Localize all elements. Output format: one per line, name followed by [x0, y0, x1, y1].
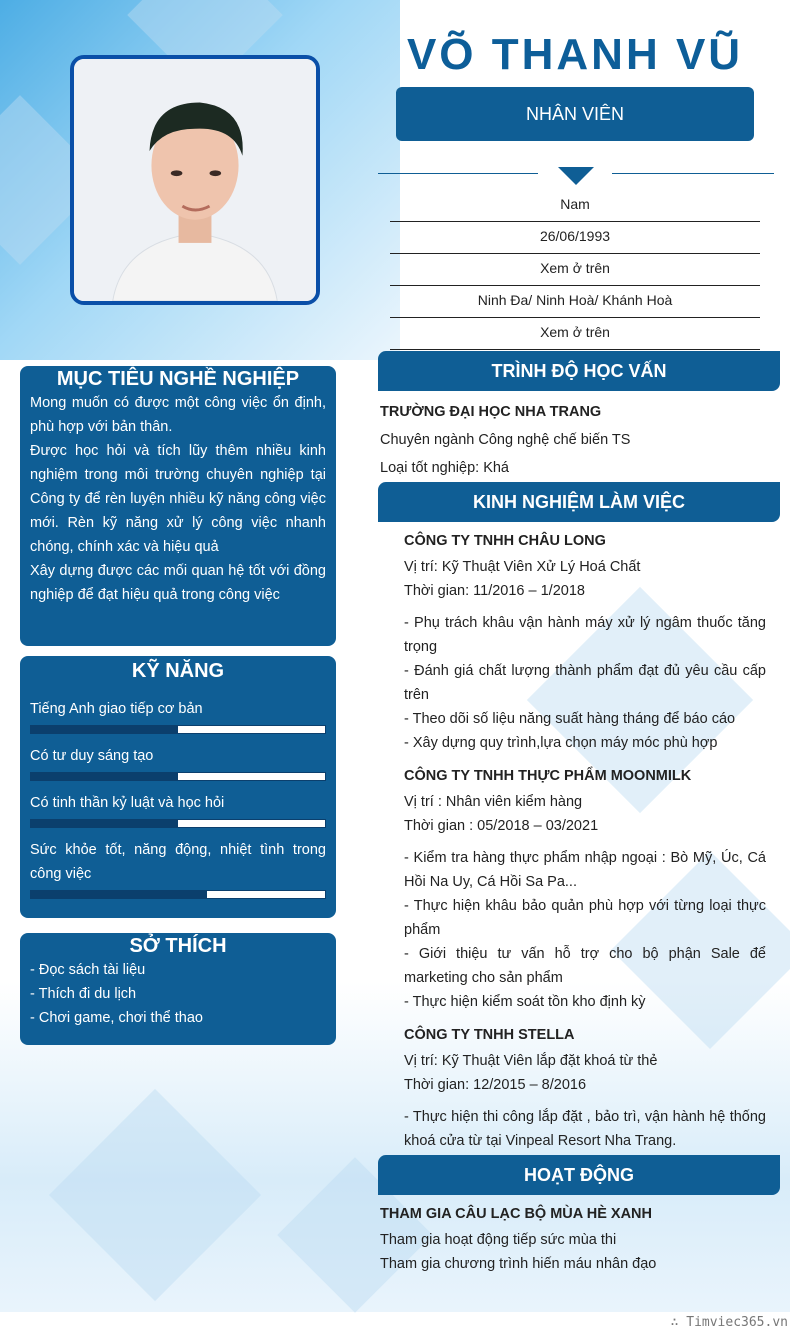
objective-paragraph: Xây dựng được các mối quan hệ tốt với đồng nghiệp để đạt hiệu quả trong công việc: [30, 563, 326, 603]
experience-job: [404, 527, 766, 755]
job-task: - Đánh giá chất lượng thành phẩm đạt đủ yêu cầu cấp trên: [404, 663, 766, 703]
education-major: Chuyên ngành Công nghệ chế biến TS: [380, 432, 631, 448]
skills-section: [20, 656, 336, 918]
skill-bar: [30, 725, 326, 734]
education-title: TRÌNH ĐỘ HỌC VẤN: [378, 351, 780, 391]
hobbies-section: [20, 933, 336, 1045]
job-task: - Phụ trách khâu vận hành máy xử lý ngâm thuốc tăng trọng: [404, 615, 766, 655]
job-position: Vị trí : Nhân viên kiểm hàng: [404, 794, 583, 810]
objective-paragraph: Được học hỏi và tích lũy thêm nhiều kinh nghiệm trong môi trường chuyên nghiệp tại Công ty để rèn luyện nhiều kỹ năng công việc mới. Rèn kỹ năng xử lý công việc nhanh chóng, chính xác và hiệu quả: [30, 443, 326, 555]
skill-name: Có tinh thần kỷ luật và học hỏi: [30, 795, 225, 811]
job-position: Vị trí: Kỹ Thuật Viên Xử Lý Hoá Chất: [404, 559, 641, 575]
education-grade: Loại tốt nghiệp: Khá: [380, 460, 509, 476]
profile-photo: [70, 55, 320, 305]
hobby-item: - Thích đi du lịch: [30, 986, 137, 1002]
school-name: TRƯỜNG ĐẠI HỌC NHA TRANG: [380, 404, 602, 420]
info-email: Xem ở trên: [390, 318, 760, 350]
company-name: CÔNG TY TNHH THỰC PHẨM MOONMILK: [404, 768, 692, 784]
job-task: - Theo dõi số liệu năng suất hàng tháng để báo cáo: [404, 711, 736, 727]
skill-name: Tiếng Anh giao tiếp cơ bản: [30, 701, 203, 717]
job-task: - Giới thiệu tư vấn hỗ trợ cho bộ phận Sale để marketing cho sản phẩm: [404, 946, 766, 986]
divider-line: [378, 173, 538, 174]
experience-job: [404, 762, 766, 1014]
skill-bar: [30, 819, 326, 828]
job-task: - Thực hiện khâu bảo quản phù hợp với từng loại thực phẩm: [404, 898, 766, 938]
skill-bar: [30, 772, 326, 781]
info-address: Ninh Đa/ Ninh Hoà/ Khánh Hoà: [390, 286, 760, 318]
skill-item: [30, 697, 326, 734]
skill-item: [30, 744, 326, 781]
activity-org: THAM GIA CÂU LẠC BỘ MÙA HÈ XANH: [380, 1206, 652, 1222]
hobby-item: - Chơi game, chơi thể thao: [30, 1010, 203, 1026]
job-task: - Thực hiện kiểm soát tồn kho định kỳ: [404, 994, 646, 1010]
activities-section: [380, 1202, 770, 1276]
skill-item: [30, 791, 326, 828]
activity-item: Tham gia hoạt động tiếp sức mùa thi: [380, 1232, 617, 1248]
info-gender: Nam: [390, 190, 760, 222]
job-task: - Thực hiện thi công lắp đặt , bảo trì, vận hành hệ thống khoá cửa từ tại Vinpeal Resort Nha Trang.: [404, 1109, 766, 1149]
job-time: Thời gian : 05/2018 – 03/2021: [404, 818, 599, 834]
info-phone: Xem ở trên: [390, 254, 760, 286]
footer-watermark: ∴ Timviec365.vn: [670, 1315, 788, 1330]
objective-paragraph: Mong muốn có được một công việc ổn định, phù hợp với bản thân.: [30, 395, 326, 435]
skill-bar-fill: [31, 726, 178, 733]
skill-item: [30, 838, 326, 899]
info-birthdate: 26/06/1993: [390, 222, 760, 254]
hobbies-list: [30, 958, 326, 1030]
skill-bar-fill: [31, 891, 207, 898]
skill-bar-fill: [31, 820, 178, 827]
job-task: - Xây dựng quy trình,lựa chọn máy móc phù hợp: [404, 735, 718, 751]
divider-triangle-icon: [558, 167, 594, 185]
skills-title: KỸ NĂNG: [131, 660, 225, 682]
divider-line: [612, 173, 774, 174]
job-task: - Kiểm tra hàng thực phẩm nhập ngoại : Bò Mỹ, Úc, Cá Hồi Na Uy, Cá Hồi Sa Pa...: [404, 850, 766, 890]
candidate-name: VÕ THANH VŨ: [406, 30, 744, 79]
job-title: NHÂN VIÊN: [396, 87, 754, 141]
job-time: Thời gian: 11/2016 – 1/2018: [404, 583, 585, 599]
objective-title: MỤC TIÊU NGHỀ NGHIỆP: [56, 368, 300, 390]
skill-bar-fill: [31, 773, 178, 780]
skill-name: Có tư duy sáng tạo: [30, 748, 154, 764]
company-name: CÔNG TY TNHH CHÂU LONG: [404, 533, 606, 549]
activity-item: Tham gia chương trình hiến máu nhân đạo: [380, 1256, 657, 1272]
experience-title: KINH NGHIỆM LÀM VIỆC: [378, 482, 780, 522]
skill-bar: [30, 890, 326, 899]
job-time: Thời gian: 12/2015 – 8/2016: [404, 1077, 587, 1093]
personal-info-list: [390, 190, 760, 350]
hobby-item: - Đọc sách tài liệu: [30, 962, 146, 978]
education-section: [380, 398, 770, 482]
experience-job: [404, 1021, 766, 1153]
skill-name: Sức khỏe tốt, năng động, nhiệt tình trong công việc: [30, 842, 326, 882]
objective-section: [20, 366, 336, 646]
job-position: Vị trí: Kỹ Thuật Viên lắp đặt khoá từ thẻ: [404, 1053, 658, 1069]
hobbies-title: SỞ THÍCH: [129, 935, 227, 957]
company-name: CÔNG TY TNHH STELLA: [404, 1027, 575, 1043]
activities-title: HOẠT ĐỘNG: [378, 1155, 780, 1195]
